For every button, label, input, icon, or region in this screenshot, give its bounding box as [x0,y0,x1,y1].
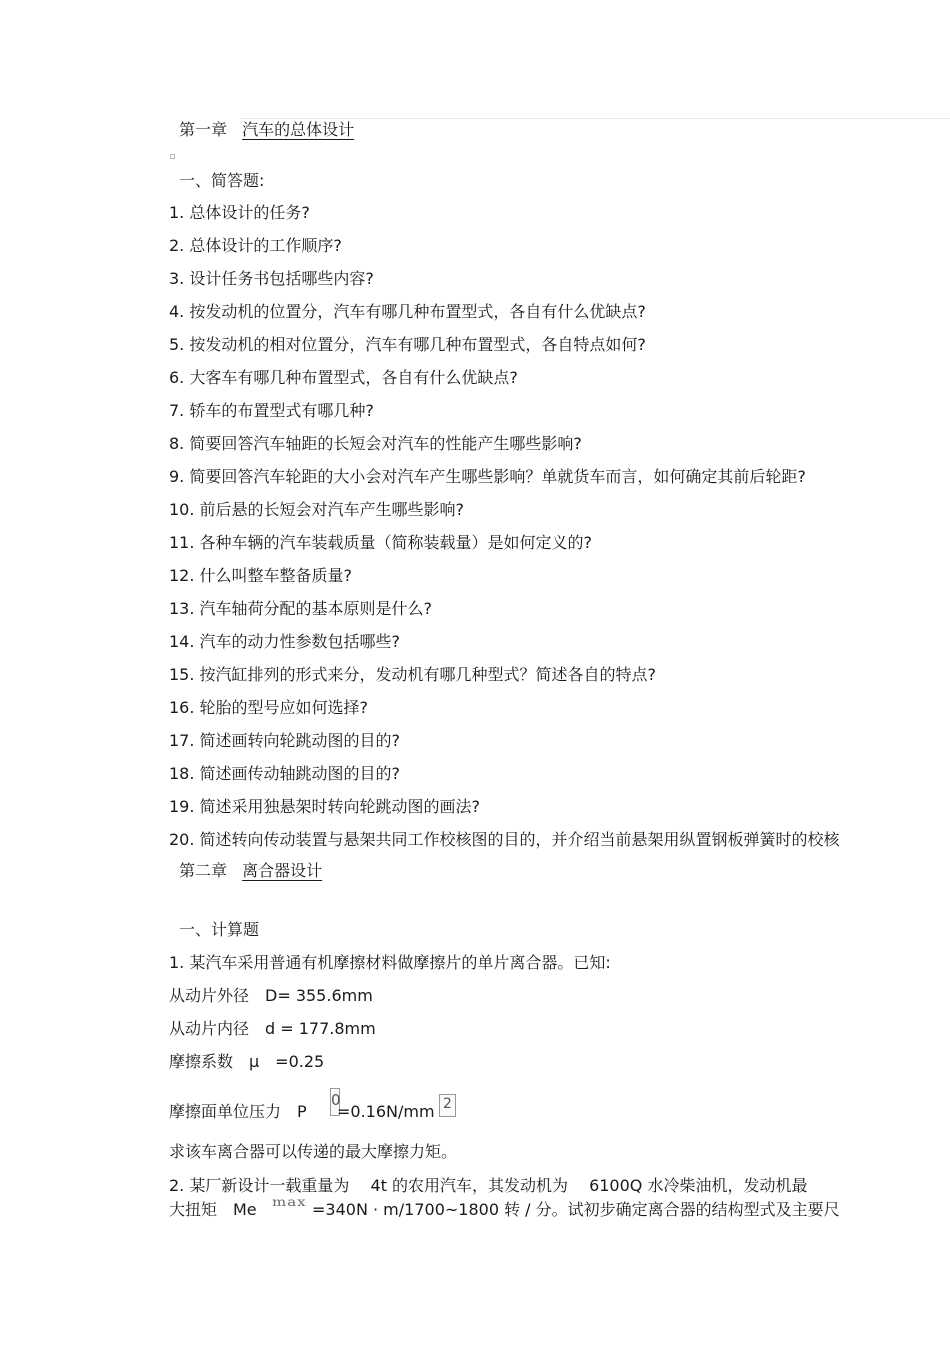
section-2-heading: 一、计算题 [179,920,260,939]
calc-1-question: 求该车离合器可以传递的最大摩擦力矩。 [169,1142,458,1161]
chapter-2-prefix: 第二章 [179,861,228,880]
chapter-2-title: 离合器设计 [242,861,323,880]
chapter-1-prefix: 第一章 [179,120,228,139]
calc-1-outer-diameter: 从动片外径 D= 355.6mm [169,986,373,1005]
max-subscript-symbol: max [272,1194,307,1210]
chapter-2-heading [179,861,326,881]
question-item: 8. 简要回答汽车轴距的长短会对汽车的性能产生哪些影响? [169,434,582,453]
question-item: 9. 简要回答汽车轮距的大小会对汽车产生哪些影响？单就货车而言，如何确定其前后轮距? [169,467,806,486]
question-item: 2. 总体设计的工作顺序? [169,236,342,255]
formula-fragment-two: 2 [439,1094,456,1117]
question-item: 20. 简述转向传动装置与悬架共同工作校核图的目的，并介绍当前悬架用纵置钢板弹簧时的校核 [169,830,840,849]
question-item: 19. 简述采用独悬架时转向轮跳动图的画法? [169,797,481,816]
calc-1-intro: 1. 某汽车采用普通有机摩擦材料做摩擦片的单片离合器。已知: [169,953,611,972]
question-item: 15. 按汽缸排列的形式来分，发动机有哪几种型式？简述各自的特点? [169,665,657,684]
question-item: 18. 简述画传动轴跳动图的目的? [169,764,401,783]
question-item: 3. 设计任务书包括哪些内容? [169,269,374,288]
calc-1-pressure-value: =0.16N/mm [337,1102,435,1121]
section-1-heading: 一、简答题: [179,171,265,190]
header-rule [240,118,950,119]
formula-fragment-zero: 0 [330,1088,340,1116]
question-item: 7. 轿车的布置型式有哪几种? [169,401,374,420]
calc-2-line-2-end: =340N · m/1700~1800 转 / 分。试初步确定离合器的结构型式及主要尺 [312,1200,840,1219]
question-item: 14. 汽车的动力性参数包括哪些? [169,632,401,651]
stray-mark [170,154,175,159]
calc-1-friction-coefficient: 摩擦系数 μ =0.25 [169,1052,325,1071]
question-item: 1. 总体设计的任务? [169,203,310,222]
calc-1-pressure-label: 摩擦面单位压力 P [169,1102,307,1121]
question-item: 4. 按发动机的位置分，汽车有哪几种布置型式，各自有什么优缺点? [169,302,646,321]
chapter-1-heading [179,120,360,140]
question-item: 17. 简述画转向轮跳动图的目的? [169,731,401,750]
chapter-1-title: 汽车的总体设计 [242,120,355,139]
question-item: 12. 什么叫整车整备质量? [169,566,353,585]
question-item: 5. 按发动机的相对位置分，汽车有哪几种布置型式，各自特点如何? [169,335,646,354]
question-item: 10. 前后悬的长短会对汽车产生哪些影响? [169,500,465,519]
calc-2-line-1: 2. 某厂新设计一载重量为 4t 的农用汽车，其发动机为 6100Q 水冷柴油机，发动机最 [169,1176,808,1195]
calc-2-line-2-start: 大扭矩 Me [169,1200,257,1219]
calc-1-inner-diameter: 从动片内径 d = 177.8mm [169,1019,376,1038]
question-item: 16. 轮胎的型号应如何选择? [169,698,369,717]
question-item: 11. 各种车辆的汽车装载质量（简称装载量）是如何定义的? [169,533,593,552]
question-item: 6. 大客车有哪几种布置型式，各自有什么优缺点? [169,368,518,387]
question-item: 13. 汽车轴荷分配的基本原则是什么? [169,599,433,618]
